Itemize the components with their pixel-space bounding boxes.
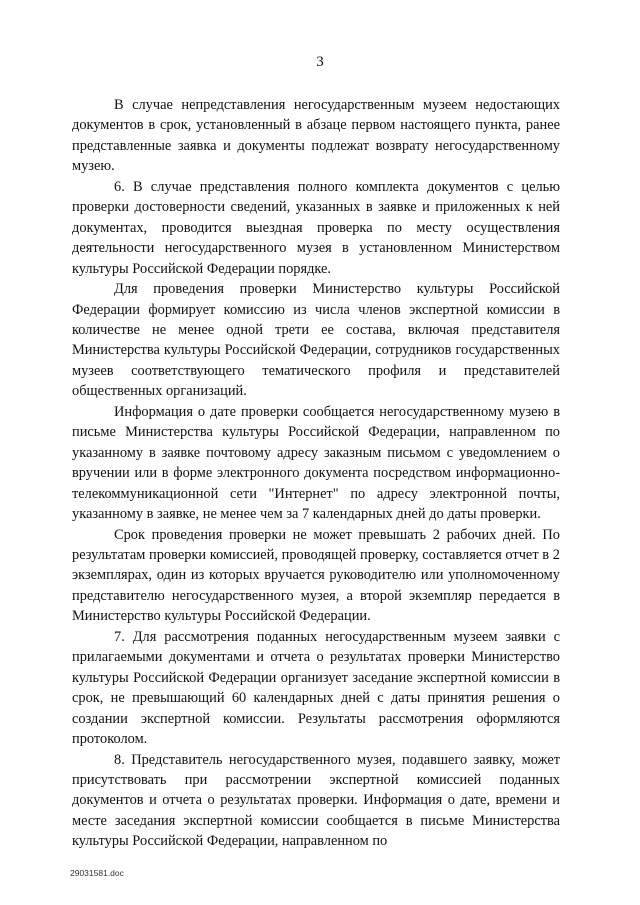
paragraph-item-6-onsite-check: 6. В случае представления полного комплекта документов с целью проверки достоверности сведений, указанных в заявке и приложенных к ней документах, проводится выездная проверка по месту осуществления деятельности негосударственного музея в установленном Министерством культуры Российской Федерации порядке. (72, 178, 560, 277)
footer-filename: 29031581.doc (70, 868, 124, 878)
paragraph-check-date-notice: Информация о дате проверки сообщается негосударственному музею в письме Министерства культуры Российской Федерации, направленном по указанному в заявке почтовому адресу заказным письмом с уведомлением о вручении или в форме электронного документа посредством информационно-телекоммуникационной сети "Интернет" по адресу электронной почты, указанному в заявке, не менее чем за 7 календарных дней до даты проверки. (72, 403, 560, 523)
page-number: 3 (316, 54, 324, 70)
paragraph-missing-documents: В случае непредставления негосударственным музеем недостающих документов в срок, установленный в абзаце первом настоящего пункта, ранее представленные заявка и документы подлежат возврату негосударственному музею. (72, 97, 560, 175)
document-body (72, 95, 560, 852)
paragraph-item-7-expert-meeting: 7. Для рассмотрения поданных негосударственным музеем заявки с прилагаемыми документами и отчета о результатах проверки Министерство культуры Российской Федерации организует заседание экспертной комиссии в срок, не превышающий 60 календарных дней с даты принятия решения о создании экспертной комиссии. Результаты рассмотрения оформляются протоколом. (72, 628, 560, 748)
paragraph-check-duration-report: Срок проведения проверки не может превышать 2 рабочих дней. По результатам проверки комиссией, проводящей проверку, составляется отчет в 2 экземплярах, один из которых вручается руководителю или уполномоченному представителю негосударственного музея, а второй экземпляр передается в Министерство культуры Российской Федерации. (72, 526, 560, 625)
paragraph-check-commission: Для проведения проверки Министерство культуры Российской Федерации формирует комиссию из числа членов экспертной комиссии в количестве не менее одной трети ее состава, включая представителя Министерства культуры Российской Федерации, сотрудников государственных музеев соответствующего тематического профиля и представителей общественных организаций. (72, 281, 560, 400)
paragraph-item-8-museum-representative: 8. Представитель негосударственного музея, подавшего заявку, может присутствовать при рассмотрении экспертной комиссией поданных документов и отчета о результатах проверки. Информация о дате, времени и месте заседания экспертной комиссии сообщается в письме Министерства культуры Российской Федерации, направленном по (72, 751, 560, 850)
